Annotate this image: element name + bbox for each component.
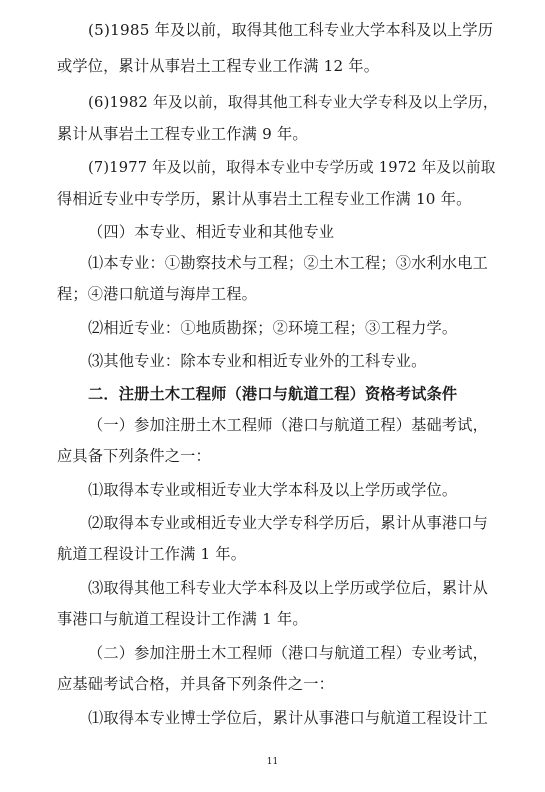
- text-line-17: 航道工程设计工作满 1 年。: [57, 545, 247, 563]
- text-line-9: 程；④港口航道与海岸工程。: [57, 285, 258, 303]
- text-line-4: 累计从事岩土工程专业工作满 9 年。: [57, 125, 308, 143]
- text-line-6: 得相近专业中专学历，累计从事岩土工程专业工作满 10 年。: [57, 190, 472, 208]
- text-line-11: ⑶其他专业：除本专业和相近专业外的工科专业。: [88, 352, 427, 370]
- section-heading-4: （四）本专业、相近专业和其他专业: [88, 223, 335, 241]
- text-line-15: ⑴取得本专业或相近专业大学本科及以上学历或学位。: [88, 481, 458, 499]
- chapter-heading-2: 二．注册土木工程师（港口与航道工程）资格考试条件: [88, 385, 458, 403]
- text-line-10: ⑵相近专业：①地质勘探；②环境工程；③工程力学。: [88, 319, 458, 337]
- text-line-8: ⑴本专业：①勘察技术与工程；②土木工程；③水利水电工: [88, 254, 489, 272]
- text-line-2: 或学位，累计从事岩土工程专业工作满 12 年。: [57, 57, 380, 75]
- text-line-13: （一）参加注册土木工程师（港口与航道工程）基础考试，: [88, 416, 489, 434]
- text-line-21: 应基础考试合格，并具备下列条件之一：: [57, 675, 334, 693]
- text-line-3: (6)1982 年及以前，取得其他工科专业大学专科及以上学历，: [88, 94, 498, 111]
- text-line-19: 事港口与航道工程设计工作满 1 年。: [57, 610, 308, 628]
- text-line-20: （二）参加注册土木工程师（港口与航道工程）专业考试，: [88, 644, 489, 662]
- text-line-22: ⑴取得本专业博士学位后，累计从事港口与航道工程设计工: [88, 709, 489, 727]
- text-line-18: ⑶取得其他工科专业大学本科及以上学历或学位后，累计从: [88, 579, 489, 597]
- text-line-1: (5)1985 年及以前，取得其他工科专业大学本科及以上学历: [88, 21, 494, 39]
- text-line-14: 应具备下列条件之一：: [57, 447, 211, 465]
- text-line-5: (7)1977 年及以前，取得本专业中专学历或 1972 年及以前取: [88, 159, 496, 176]
- text-line-16: ⑵取得本专业或相近专业大学专科学历后，累计从事港口与: [88, 514, 489, 532]
- page-number: 11: [266, 757, 279, 767]
